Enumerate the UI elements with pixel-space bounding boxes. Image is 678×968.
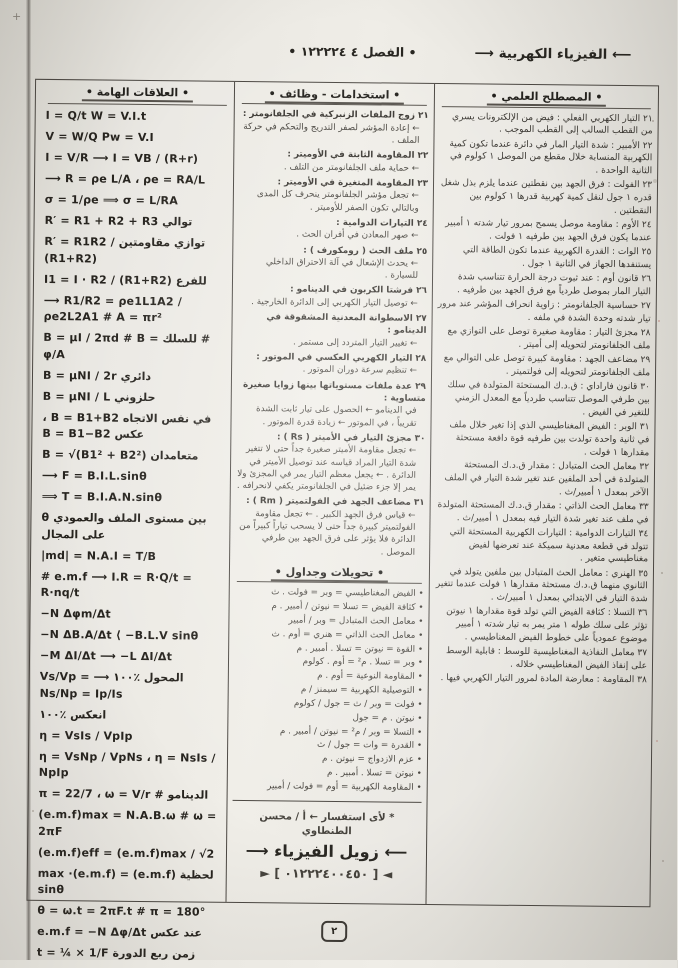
terms-list (434, 111, 653, 688)
formula-line: ⟶ F = B.I.L.sinθ (41, 468, 147, 483)
formulas-list (37, 108, 229, 963)
use-term: ٢٥ ملف الحث ( رومكورف ) : (303, 245, 428, 257)
use-item (238, 216, 427, 243)
conversion-item: • نيوتن = تسلا . أمبير . م (326, 767, 422, 779)
use-term: ٢٧ الاسطوانة المعدنية المشقوقة في الدينامو : (266, 312, 427, 337)
scan-corner-mark: + (12, 10, 22, 23)
formula-line: متعامدان B = √(B1² + B2²) (42, 447, 199, 463)
use-item (239, 148, 428, 175)
formula-line: لحظية (e.m.f) = (e.m.f)max · sinθ (37, 866, 214, 897)
page-title: ⟵ الفيزياء الكهربية ⟶ (474, 45, 632, 64)
conversion-item: • معامل الحث الذاتي = هنري = أوم . ث (271, 629, 424, 641)
conversion-item: • عزم الازدواج = نيوتن . م (322, 754, 423, 766)
term-definition: ٣٣ معامل الحث الذاتي : مقدار ق.د.ك المستحثة المتولدة في ملف عند تغير شدة التيار فيه بمعدل ١ أمبير/ث . (437, 499, 649, 525)
conversion-item: • كثافة الفيض = تسلا = نيوتن / أمبير . م (271, 601, 424, 614)
conversions-heading: • تحويلات وجداول • (237, 564, 422, 584)
formula-line: θ بين مستوى الملف والعمودي على المجال (41, 510, 207, 542)
formula-line: (e.m.f)eff = (e.m.f)max / √2 (37, 845, 215, 861)
use-answer: في الدينامو ← الحصول على تيار ثابت الشدة تقريباً ، في الموتور ← زيادة قدرة الموتور . (256, 404, 417, 429)
use-answer: ← تغيير التيار المتردد إلى مستمر . (292, 337, 418, 349)
contact-note: * لأى استفسار ← أ / محسن الطنطاوي (259, 811, 395, 838)
term-definition: ٢٨ مجزئ التيار : مقاومة صغيرة توصل على التوازي مع ملف الجلفانومتر لتحويله إلى أميتر . (447, 326, 651, 352)
use-term: ٣٠ مجزئ التيار في الأميتر ( Rs ) : (276, 432, 426, 444)
use-answer: ← قياس فرق الجهد الكبير . ← تجعل مقاومة الفولتميتر كبيرة جداً حتى لا يسحب تياراً كبيراً من الدائرة فلا يؤثر على فرق الجهد بين طرفي الموصل . (239, 508, 416, 558)
formula-line: −M ΔI/Δt ⟶ −L ΔI/Δt (39, 648, 173, 664)
use-item (239, 176, 428, 215)
formula-line: انعكس ٪١٠٠ (39, 707, 107, 722)
page-header (24, 41, 653, 64)
use-item (238, 283, 427, 310)
formula-line: دائري B = μNI / 2r (42, 368, 152, 383)
term-definition: ٣٧ معامل النفاذية المغناطيسية للوسط : قابلية الوسط على إنفاذ الفيض المغناطيسي خلاله . (446, 646, 648, 672)
term-definition: ٢٢ الأمبير : شدة التيار المار في دائرة عندما تكون كمية الكهربية المنسابة خلال مقطع من الموصل ١ كولوم في الثانية الواحدة . (449, 138, 653, 177)
term-definition: ٣٠ قانون فاراداي : ق.د.ك المستحثة المتولدة في سلك بين طرفي الموصل تتناسب طردياً مع المعدل الزمني للتغير في الفيض . (447, 380, 650, 419)
term-definition: ٢٥ الوات : القدرة الكهربية عندما تكون الطاقة التي يستنفدها الجهاز في الثانية ١ جول . (462, 245, 652, 271)
chapter-label: • الفصل ٤ ١٢٢٢٢٤ • (288, 43, 417, 60)
use-answer: ← صهر المعادن في أفران الحث . (296, 229, 419, 242)
formula-line: # للسلك B = μI / 2πd # B = φ/A (43, 330, 211, 361)
uses-list (235, 108, 429, 559)
term-definition: ٢١ التيار الكهربي الفعلي : فيض من الإلكترونات يسري من القطب السالب إلى القطب الموجب . (452, 111, 653, 137)
use-term: ٢٦ فرشتا الكربون في الدينامو : (290, 284, 427, 297)
conversion-item: • الفيض المغناطيسي = وبر = فولت . ث (271, 587, 424, 600)
term-definition: ٢٧ حساسية الجلفانومتر : زاوية انحراف المؤشر عند مرور تيار شدته وحدة الشدة في ملفه . (437, 299, 651, 325)
use-term: ٢٨ التيار الكهربي العكسي في الموتور : (256, 352, 427, 364)
formula-line: المحول ٪١٠٠ ⟶ Vs/Vp = Ns/Np = Ip/Is (39, 669, 184, 701)
formula-line: زمن ربع الدورة t = ¼ × 1/F (36, 945, 196, 961)
formula-line: I = Q/t W = V.I.t (45, 108, 147, 123)
term-definition: ٣٤ التيارات الدوامية : التيارات الكهربية المستحثة التي تتولد في قطعة معدنية سميكة عند تعرضها لفيض مغناطيسي متغير . (449, 527, 649, 565)
formula-line: توالي R′ = R1 + R2 + R3 (44, 213, 193, 229)
formula-line: توازي مقاومتين R′ = R1R2 / (R1+R2) (44, 234, 206, 265)
conversion-item: • المقاومة النوعية = أوم . م (317, 671, 423, 683)
formula-line: V = W/Q Pw = V.I (45, 129, 154, 145)
conversion-item: • القوة = نيوتن = تسلا . أمبير . م (296, 643, 424, 655)
use-item (236, 431, 426, 495)
term-definition: ٣٦ التسلا : كثافة الفيض التي تولد قوة مقدارها ١ نيوتن تؤثر على سلك طوله ١ متر يمر به تيار شدته ١ أمبير موضوع عمودياً على خطوط الفيض المغناطيسي . (446, 606, 648, 645)
formula-line: ⟶ R1/R2 = ρe1L1A2 / ρe2L2A1 # A = πr² (43, 293, 183, 325)
terms-heading: • المصطلح العلمي • (442, 88, 651, 109)
conversion-item: • فولت = وبر / ث = جول / كولوم (293, 698, 423, 710)
use-term: ٢١ زوج الملفات الزنبركية في الجلفانومتر : (242, 109, 429, 122)
term-definition: ٣٨ المقاومة : معارضة المادة لمرور التيار الكهربي فيها . (440, 673, 647, 686)
term-definition: ٢٤ الأوم : مقاومة موصل يسمح بمرور تيار شدته ١ أمبير عندما يكون فرق الجهد بين طرفيه ١ فولت . (445, 218, 652, 244)
use-item (237, 311, 426, 350)
conversion-item: • المقاومة الكهربية = أوم = فولت / أمبير (267, 781, 422, 793)
term-definition: ٢٣ الفولت : فرق الجهد بين نقطتين عندما يلزم بذل شغل قدره ١ جول لنقل كمية كهربية قدرها ١ كولوم بين النقطتين . (440, 178, 653, 217)
use-term: ٢٣ المقاومة المتغيرة في الأوميتر : (277, 177, 429, 189)
use-answer: ← تجعل مؤشر الجلفانومتر ينحرف كل المدى وبالتالي تكون الصفر للأوميتر . (256, 189, 419, 214)
term-definition: ٢٩ مضاعف الجهد : مقاومة كبيرة توصل على التوالي مع ملف الجلفانومتر لتحويله إلى فولتميتر . (443, 353, 651, 379)
conversion-item: • وبر = تسلا . م² = أوم . كولوم (302, 657, 424, 669)
formula-line: للفرع I1 = I · R2 / (R1+R2) (43, 272, 207, 288)
conversion-item: • معامل الحث المتبادل = وبر / أمبير (288, 615, 424, 627)
use-answer: ← إعادة المؤشر لصفر التدريج والتحكم في حركة الملف . (243, 121, 420, 146)
use-item (239, 108, 428, 147)
use-item (238, 243, 427, 282)
conversions-list (233, 586, 424, 794)
relations-column (30, 80, 235, 961)
use-term: ٣١ مضاعف الجهد في الفولتميتر ( Rm ) : (246, 496, 425, 509)
page-number: ٢ (321, 921, 347, 942)
conversion-item: • التوصيلية الكهربية = سيمنز / م (300, 684, 423, 696)
formula-line: حلزوني B = μNI / L (42, 389, 156, 404)
formula-line: |md| = N.A.I = T/B (41, 548, 157, 563)
use-answer: ← توصيل التيار الكهربي إلى الدائرة الخارجية . (251, 296, 418, 309)
terms-column (425, 84, 658, 906)
formula-line: −N ΔB.A/Δt ⟨ −B.L.V sinθ (40, 627, 199, 643)
use-item (236, 379, 426, 430)
conversion-item: • نيوتن . م = جول (352, 712, 423, 724)
formula-line: θ = ω.t = 2πF.t # π = 180° (37, 903, 206, 919)
use-term: ٢٩ عدة ملفات مستوياتها بينها زوايا صغيرة متساوية : (242, 379, 426, 404)
formula-line: ⟶ R = ρe L/A ، ρe = RA/L (44, 171, 206, 187)
term-definition: ٢٦ قانون أوم : عند ثبوت درجة الحرارة تتناسب شدة التيار المار بموصل طردياً مع فرق الجهد بين طرفيه . (456, 272, 652, 298)
use-term: ٢٢ المقاومة الثابتة في الأوميتر : (287, 149, 429, 162)
term-definition: ٣٥ الهنري : معامل الحث المتبادل بين ملفين يتولد في الثانوي منهما ق.د.ك مستحثة مقدارها ١ فولت عندما تتغير شدة التيار في الابتدائي بمعدل ١ أمبير/ث . (435, 566, 649, 605)
use-answer: ← يحدث الإشعال في آلة الاحتراق الداخلي للسيارة . (265, 257, 419, 281)
use-answer: ← تجعل مقاومة الأميتر صغيرة جداً حتى لا تتغير شدة التيار المراد قياسه عند توصيل الأميتر في الدائرة . ← يجعل معظم التيار يمر في المجزئ ولا يمر إلا جزء ضئيل في الجلفانومتر يكفي لانحرافه . (236, 444, 417, 493)
formula-line: η = VsIs / VpIp (39, 728, 133, 743)
term-definition: ٣٢ معامل الحث المتبادل : مقدار ق.د.ك المستحثة المتولدة في أحد الملفين عند تغير شدة التيار في الملف الآخر بمعدل ١ أمبير/ث . (444, 460, 650, 498)
formula-line: η = VsNp / VpNs ، η = NsIs / NpIp (38, 749, 216, 780)
contact-phone: ◄ [ ٠١٢٢٢٤٠٠٤٥٠ ] ► (260, 865, 393, 883)
uses-column (225, 82, 434, 904)
formula-line: (e.m.f)max = N.A.B.ω # ω = 2πF (38, 807, 217, 838)
conversion-item: • التسلا = وبر / م² = نيوتن / أمبير . م (279, 725, 423, 738)
uses-heading: • استخدامات - وظائف • (242, 86, 427, 106)
term-definition: ٣١ الوبر : الفيض المغناطيسي الذي إذا تغير خلال ملف في ثانية واحدة تولدت بين طرفيه قوة دافعة مستحثة مقدارها ١ فولت . (449, 420, 650, 459)
relations-heading: • العلاقات الهامة • (48, 84, 227, 105)
formula-line: # e.m.f ⟶ I.R = R·Q/t = R·nq/t (40, 569, 193, 600)
formula-line: −N Δφm/Δt (40, 606, 111, 621)
contact-box (232, 800, 422, 890)
use-answer: ← حماية ملف الجلفانومتر من التلف . (283, 162, 420, 174)
formula-line: σ = 1/ρe ⟹ σ = L/RA (44, 192, 179, 208)
notes-table (26, 79, 659, 961)
use-item (235, 495, 425, 559)
contact-brand: ⟵ زويل الفيزياء ⟶ (245, 841, 408, 862)
formula-line: عند عكس e.m.f = −N Δφ/Δt (37, 924, 203, 940)
use-item (237, 351, 426, 378)
formula-line: في نفس الاتجاه B = B1+B2 ، عكس B = B1−B2 (42, 410, 212, 441)
use-answer: ← تنظيم سرعة دوران الموتور . (302, 364, 418, 377)
use-term: ٢٤ التيارات الدوامية : (336, 217, 428, 229)
formula-line: الدينامو # π = 22/7 ، ω = V/r (38, 786, 209, 802)
conversion-item: • القدرة = وات = جول / ث (316, 740, 423, 752)
formula-line: ⟹ T = B.I.A.N.sinθ (41, 489, 163, 505)
formula-line: I = V/R ⟶ I = VB / (R+r) (45, 150, 199, 166)
